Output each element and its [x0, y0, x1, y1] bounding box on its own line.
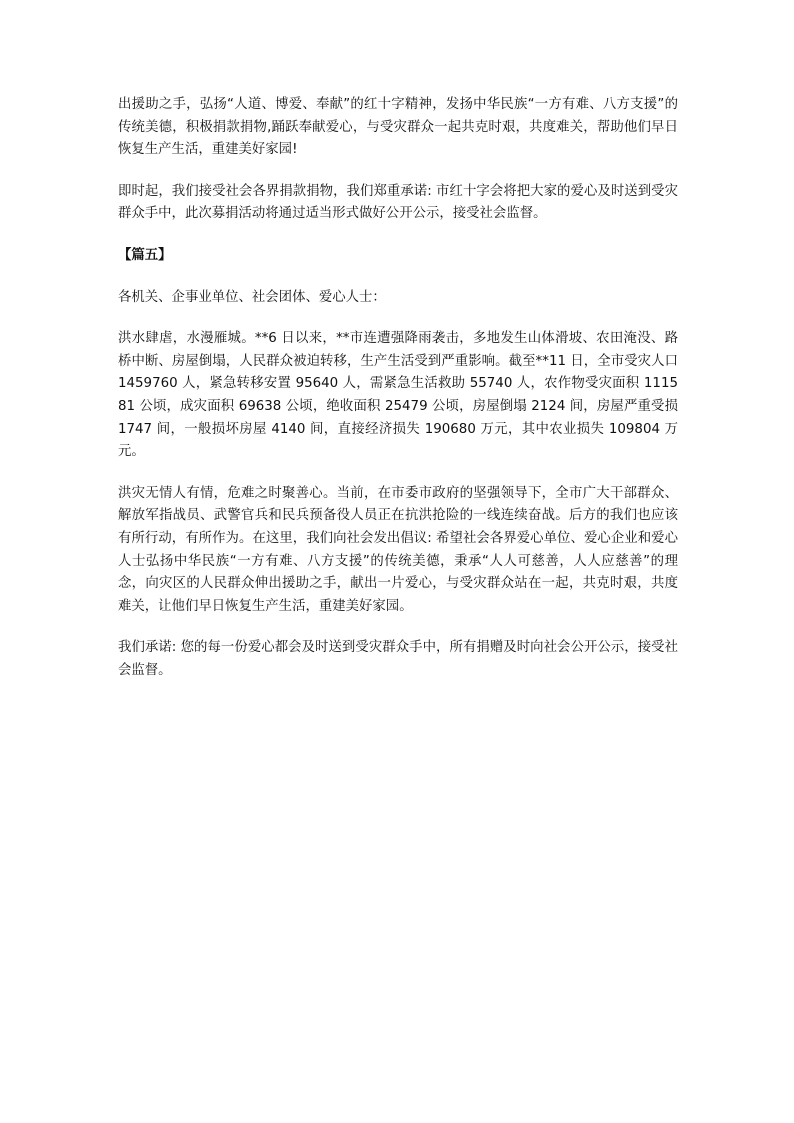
paragraph-salutation: 各机关、企事业单位、社会团体、爱心人士：	[118, 289, 386, 305]
paragraph-flood-situation: 洪水肆虐，水漫雁城。**6 日以来，**市连遭强降雨袭击，多地发生山体滑坡、农田淹没、路桥中断、房屋倒塌，人民群众被迫转移，生产生活受到严重影响。截至**11 日，全市受灾人口 1459760 人，紧急转移安置 95640 人，需紧急生活救助 55740 人，农作物受灾面积 111581 公顷，成灾面积 69638 公顷，绝收面积 25479 公顷，房屋倒塌 2124 间，房屋严重受损 1747 间，一般损坏房屋 4140 间，直接经济损失 190680 万元，其中农业损失 109804 万元。	[118, 331, 678, 460]
paragraph-donation-commitment: 即时起，我们接受社会各界捐款捐物，我们郑重承诺: 市红十字会将把大家的爱心及时送到受灾群众手中，此次募捐活动将通过适当形式做好公开公示，接受社会监督。	[118, 183, 678, 222]
paragraph-promise: 我们承诺: 您的每一份爱心都会及时送到受灾群众手中，所有捐赠及时向社会公开公示，接受社会监督。	[118, 640, 678, 678]
paragraph-initiative: 洪灾无情人有情，危难之时聚善心。当前，在市委市政府的坚强领导下，全市广大干部群众、解放军指战员、武警官兵和民兵预备役人员正在抗洪抢险的一线连续奋战。后方的我们也应该有所行动，有所作为。在这里，我们向社会发出倡议: 希望社会各界爱心单位、爱心企业和爱心人士弘扬中华民族“一方有难、八方支援”的传统美德，秉承“人人可慈善，人人应慈善”的理念，向灾区的人民群众伸出援助之手，献出一片爱心，与受灾群众站在一起，共克时艰，共度难关，让他们早日恢复生产生活，重建美好家园。	[118, 485, 678, 614]
document-page	[118, 94, 678, 701]
paragraph-appeal-continuation: 出援助之手，弘扬“人道、博爱、奉献”的红十字精神，发扬中华民族“一方有难、八方支援”的传统美德，积极捐款捐物,踊跃奉献爱心，与受灾群众一起共克时艰，共度难关，帮助他们早日恢复生产生活，重建美好家园!	[118, 97, 678, 158]
section-heading: 【篇五】	[118, 247, 172, 263]
